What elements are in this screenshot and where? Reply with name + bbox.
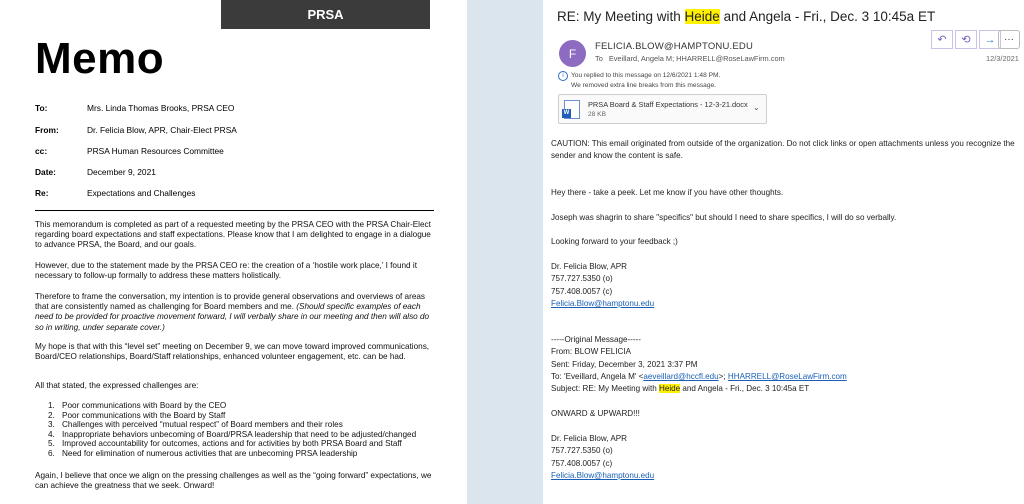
attachment-size: 28 KB: [588, 111, 606, 118]
memo-paragraph: Again, I believe that once we align on the pressing challenges as well as the “going forward” expectations, we can achieve the greatness that we seek. Onward!: [35, 471, 432, 491]
original-to-text: >;: [718, 371, 728, 381]
forward-icon[interactable]: →: [979, 30, 1001, 49]
message-date: 12/3/2021: [986, 54, 1019, 63]
memo-field-value: December 9, 2021: [87, 167, 156, 177]
memo-paragraph: [35, 292, 435, 333]
signature-email-link[interactable]: Felicia.Blow@hamptonu.edu: [551, 470, 655, 480]
memo-paragraph: However, due to the statement made by the PRSA CEO re: the creation of a ‘hostile work place,’ I found it necessary to follow-up formally to address these matters holistically.: [35, 261, 417, 281]
original-to-text: To: 'Eveillard, Angela M' <: [551, 371, 644, 381]
email-line: Joseph was shagrin to share "specifics" but should I need to share specifics, I will do so verbally.: [551, 213, 897, 222]
email-link[interactable]: aeveillard@hccfl.edu: [643, 371, 719, 381]
memo-field-value: PRSA Human Resources Committee: [87, 146, 224, 156]
signature-phone: 757.727.5350 (o): [551, 274, 613, 284]
sender-address[interactable]: FELICIA.BLOW@HAMPTONU.EDU: [595, 41, 754, 52]
chevron-down-icon[interactable]: ⌄: [753, 103, 760, 112]
signature: [551, 261, 1021, 310]
email-reading-pane: [543, 0, 1024, 504]
prsa-header-bar: PRSA: [221, 0, 430, 29]
subject-text: and Angela - Fri., Dec. 3 10:45a ET: [719, 9, 936, 24]
memo-field-value: Mrs. Linda Thomas Brooks, PRSA CEO: [87, 103, 235, 113]
word-document-icon: W: [564, 100, 580, 119]
reply-all-icon[interactable]: ⟲: [955, 30, 977, 49]
subject-text: Subject: RE: My Meeting with: [551, 384, 659, 394]
list-text: Inappropriate behaviors unbecoming of Board/PRSA leadership that need to be adjusted/changed: [62, 429, 417, 439]
memo-field-label: To:: [35, 103, 48, 113]
memo-from-row: [35, 125, 237, 135]
list-number: 6.: [48, 448, 55, 458]
message-actions: [931, 30, 1003, 49]
original-body: ONWARD & UPWARD!!!: [551, 409, 640, 418]
attachment-card[interactable]: [558, 94, 767, 124]
memo-field-label: From:: [35, 125, 59, 135]
memo-divider: [35, 210, 434, 211]
signature: [551, 433, 1021, 482]
to-label: To: [595, 54, 603, 63]
memo-italic-note: (Should specific examples of each need to be provided for proactive movement forward, I will verbally share in our meeting and then will also do so in writing, under separate cover.): [35, 302, 430, 332]
memo-re-row: [35, 188, 195, 198]
original-to: [551, 371, 1021, 383]
original-from: From: BLOW FELICIA: [551, 347, 632, 357]
memo-field-value: Dr. Felicia Blow, APR, Chair-Elect PRSA: [87, 125, 237, 135]
list-item: [48, 449, 438, 459]
memo-cc-row: [35, 146, 224, 156]
list-item: [48, 430, 438, 440]
list-text: Poor communications with Board by the CEO: [62, 401, 227, 410]
memo-field-label: Re:: [35, 188, 49, 198]
info-icon: i: [558, 71, 568, 81]
list-number: 2.: [48, 410, 55, 420]
signature-phone: 757.408.0057 (c): [551, 286, 613, 296]
email-line: Hey there - take a peek. Let me know if you have other thoughts.: [551, 188, 784, 197]
list-item: [48, 439, 438, 449]
list-number: 5.: [48, 439, 55, 449]
info-bar: [558, 71, 720, 90]
search-highlight: Heide: [658, 384, 681, 394]
original-subject: [551, 383, 1021, 395]
email-subject: [557, 9, 935, 24]
memo-title: Memo: [35, 34, 165, 83]
memo-field-value: Expectations and Challenges: [87, 188, 196, 198]
sender-avatar[interactable]: F: [559, 40, 586, 67]
original-message: [551, 334, 1021, 395]
original-message-header: -----Original Message-----: [551, 335, 641, 344]
info-text: You replied to this message on 12/6/2021 1:48 PM.: [571, 72, 721, 79]
window-gap: [467, 0, 543, 504]
signature-phone: 757.727.5350 (o): [551, 446, 613, 456]
subject-text: and Angela - Fri., Dec. 3 10:45a ET: [680, 384, 810, 394]
list-text: Challenges with perceived “mutual respect” of Board members and their roles: [62, 420, 343, 430]
list-text: Improved accountability for outcomes, actions and for activities by both PRSA Board and Staff: [62, 439, 402, 449]
list-number: 1.: [48, 401, 55, 410]
list-item: [48, 411, 438, 421]
original-sent: Sent: Friday, December 3, 2021 3:37 PM: [551, 359, 698, 369]
list-number: 3.: [48, 420, 55, 430]
memo-text: Therefore to frame the conversation, my intention is to provide general observations and overviews of areas that are consistently named as challenging for Board members and me.: [35, 292, 426, 312]
list-item: [48, 420, 438, 430]
info-text: We removed extra line breaks from this message.: [571, 82, 716, 89]
memo-paragraph: This memorandum is completed as part of a requested meeting by the PRSA CEO with the PRSA Chair-Elect regarding board expectations and staff expectations. Please know that I am delighted to engage in a dialogue to advance PRSA, the Board, and our goals.: [35, 220, 431, 250]
email-line: Looking forward to your feedback ;): [551, 237, 678, 246]
list-item: [48, 401, 438, 411]
signature-name: Dr. Felicia Blow, APR: [551, 262, 628, 271]
list-text: Poor communications with the Board by Staff: [62, 410, 226, 420]
memo-paragraph: My hope is that with this “level set” meeting on December 9, we can move toward improved communications, Board/CEO relationships, Board/Staff relationships, enhanced volunteer engagement, etc. can be had.: [35, 342, 430, 362]
email-link[interactable]: HHARRELL@RoseLawFirm.com: [727, 371, 847, 381]
search-highlight: Heide: [684, 9, 720, 24]
memo-to-row: [35, 103, 234, 113]
reply-icon[interactable]: ↶: [931, 30, 953, 49]
subject-text: RE: My Meeting with: [557, 9, 685, 24]
memo-paragraph: All that stated, the expressed challenges are:: [35, 381, 199, 390]
attachment-name: PRSA Board & Staff Expectations - 12-3-21.docx: [588, 100, 748, 109]
recipients-line: [595, 54, 785, 63]
caution-notice: CAUTION: This email originated from outside of the organization. Do not click links or open attachments unless you recognize the sender and know the content is safe.: [551, 139, 1015, 161]
list-number: 4.: [48, 429, 55, 439]
memo-document: [0, 0, 468, 504]
list-text: Need for elimination of numerous activities that are unbecoming PRSA leadership: [62, 448, 358, 458]
challenges-list: [48, 401, 438, 459]
signature-email-link[interactable]: Felicia.Blow@hamptonu.edu: [551, 298, 655, 308]
memo-field-label: cc:: [35, 146, 48, 156]
recipients[interactable]: Eveillard, Angela M; HHARRELL@RoseLawFirm.com: [608, 54, 785, 63]
signature-name: Dr. Felicia Blow, APR: [551, 434, 628, 443]
memo-field-label: Date:: [35, 167, 56, 177]
signature-phone: 757.408.0057 (c): [551, 458, 613, 468]
memo-date-row: [35, 167, 156, 177]
more-options-icon[interactable]: ···: [998, 30, 1020, 49]
